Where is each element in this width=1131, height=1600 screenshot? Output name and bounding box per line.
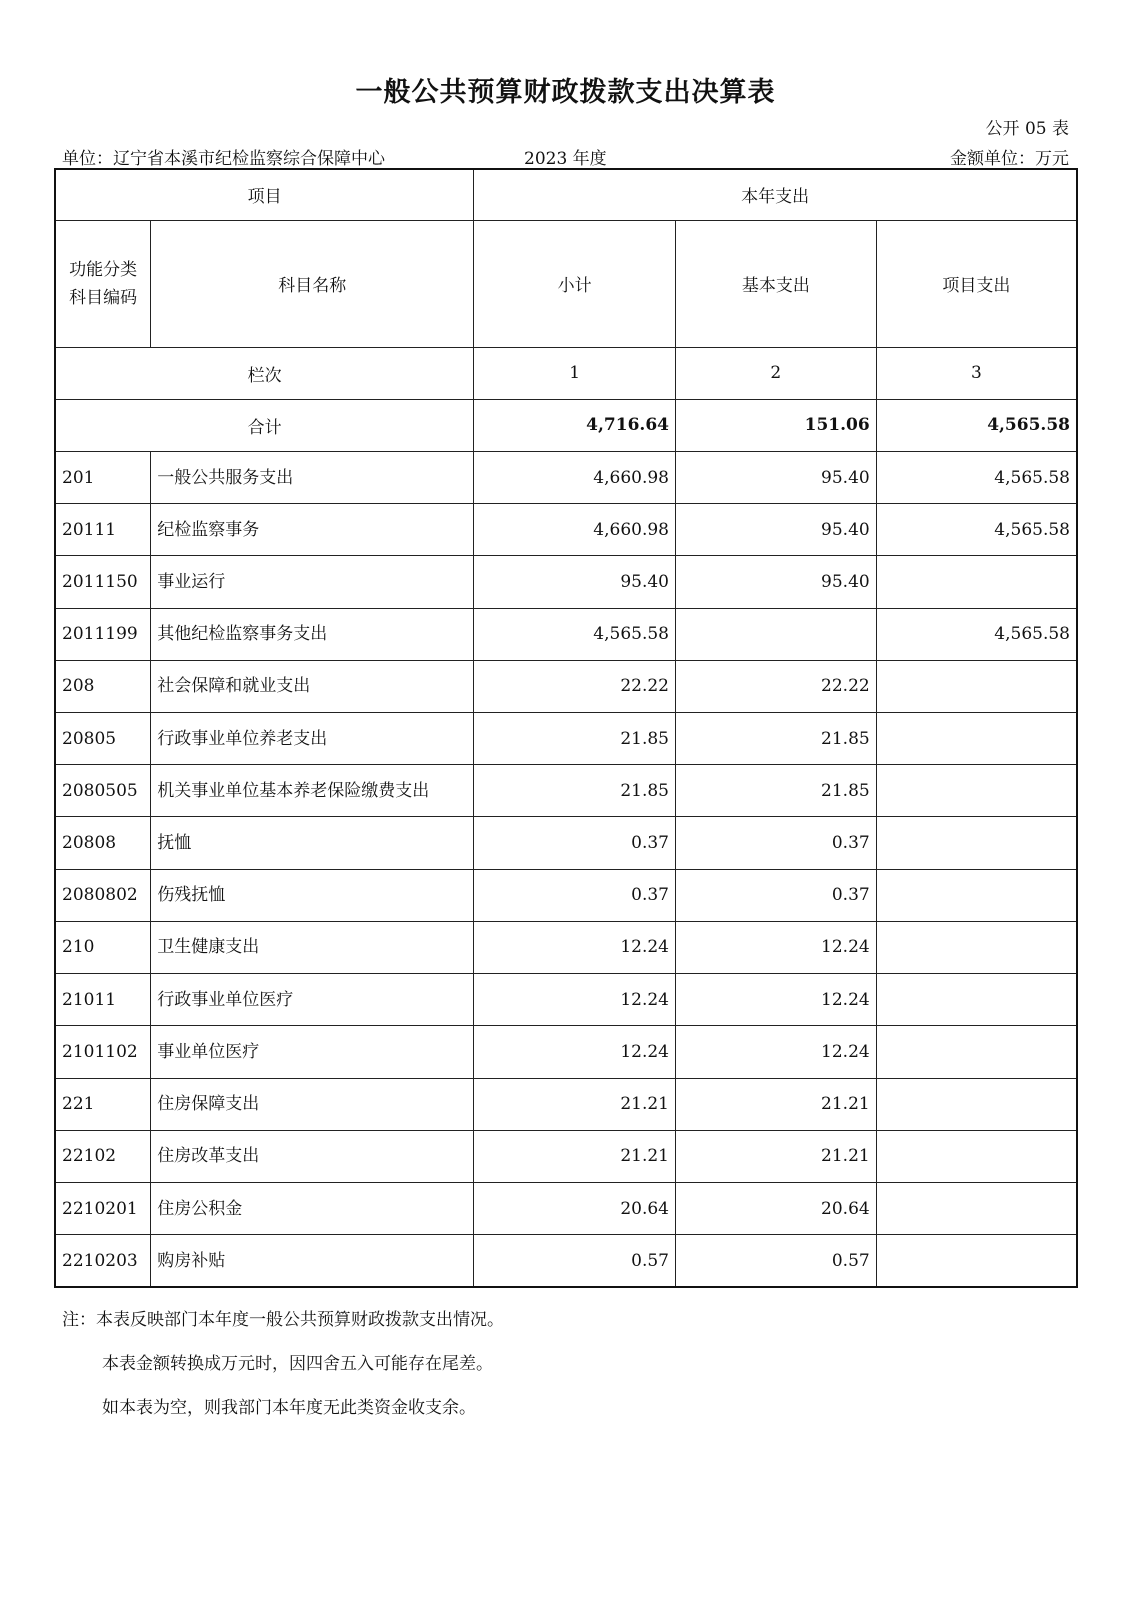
- column-3: 3: [876, 347, 1077, 399]
- table-row: [55, 1026, 1077, 1078]
- row-subject: 住房公积金: [151, 1182, 474, 1234]
- row-subject: 机关事业单位基本养老保险缴费支出: [151, 765, 474, 817]
- row-code: 2080505: [55, 765, 151, 817]
- note-2: 本表金额转换成万元时，因四舍五入可能存在尾差。: [102, 1354, 493, 1374]
- row-subject: 卫生健康支出: [151, 921, 474, 973]
- row-basic: 95.40: [675, 504, 876, 556]
- row-subject: 事业运行: [151, 556, 474, 608]
- amount-unit: 金额单位：万元: [950, 149, 1069, 169]
- row-basic: 12.24: [675, 921, 876, 973]
- row-basic: 22.22: [675, 660, 876, 712]
- row-subject: 事业单位医疗: [151, 1026, 474, 1078]
- row-subject: 行政事业单位养老支出: [151, 713, 474, 765]
- total-label: 合计: [55, 399, 474, 451]
- page-title: 一般公共预算财政拨款支出决算表: [355, 77, 776, 108]
- row-code: 21011: [55, 974, 151, 1026]
- header-row-1: [55, 169, 1077, 220]
- row-subject: 伤残抚恤: [151, 869, 474, 921]
- row-code: 2080802: [55, 869, 151, 921]
- row-basic: 21.21: [675, 1130, 876, 1182]
- total-subtotal: 4,716.64: [474, 399, 676, 451]
- row-basic: 21.85: [675, 765, 876, 817]
- total-row: [55, 399, 1077, 451]
- row-project: 4,565.58: [876, 452, 1077, 504]
- row-project: [876, 817, 1077, 869]
- total-project: 4,565.58: [876, 399, 1077, 451]
- row-subject: 一般公共服务支出: [151, 452, 474, 504]
- row-code: 201: [55, 452, 151, 504]
- row-subtotal: 12.24: [474, 974, 676, 1026]
- row-project: [876, 1182, 1077, 1234]
- row-subtotal: 4,565.58: [474, 608, 676, 660]
- row-project: [876, 921, 1077, 973]
- row-code: 2011199: [55, 608, 151, 660]
- row-code: 208: [55, 660, 151, 712]
- row-basic: 0.37: [675, 869, 876, 921]
- notes: [62, 1298, 504, 1430]
- row-subject: 住房保障支出: [151, 1078, 474, 1130]
- fiscal-year: 2023 年度: [524, 149, 607, 169]
- row-code: 2210201: [55, 1182, 151, 1234]
- row-basic: 0.37: [675, 817, 876, 869]
- row-project: [876, 765, 1077, 817]
- table-row: [55, 1130, 1077, 1182]
- row-subject: 住房改革支出: [151, 1130, 474, 1182]
- row-subtotal: 0.57: [474, 1235, 676, 1287]
- row-subtotal: 22.22: [474, 660, 676, 712]
- row-code: 210: [55, 921, 151, 973]
- reporting-unit: 单位：辽宁省本溪市纪检监察综合保障中心: [62, 149, 385, 169]
- row-project: [876, 1235, 1077, 1287]
- row-basic: 95.40: [675, 452, 876, 504]
- row-project: 4,565.58: [876, 608, 1077, 660]
- row-subject: 行政事业单位医疗: [151, 974, 474, 1026]
- row-code: 20111: [55, 504, 151, 556]
- row-code: 20805: [55, 713, 151, 765]
- row-subtotal: 12.24: [474, 921, 676, 973]
- table-row: [55, 974, 1077, 1026]
- row-subtotal: 21.85: [474, 765, 676, 817]
- row-code: 22102: [55, 1130, 151, 1182]
- row-project: 4,565.58: [876, 504, 1077, 556]
- column-2: 2: [675, 347, 876, 399]
- row-basic: 21.21: [675, 1078, 876, 1130]
- row-subject: 其他纪检监察事务支出: [151, 608, 474, 660]
- row-project: [876, 1078, 1077, 1130]
- table-row: [55, 1235, 1077, 1287]
- row-code: 221: [55, 1078, 151, 1130]
- row-basic: 0.57: [675, 1235, 876, 1287]
- column-number-row: [55, 347, 1077, 399]
- header-basic: 基本支出: [675, 220, 876, 347]
- header-project-exp: 项目支出: [876, 220, 1077, 347]
- row-basic: 21.85: [675, 713, 876, 765]
- row-subject: 社会保障和就业支出: [151, 660, 474, 712]
- table-row: [55, 1182, 1077, 1234]
- row-project: [876, 713, 1077, 765]
- row-basic: 12.24: [675, 974, 876, 1026]
- table-row: [55, 713, 1077, 765]
- header-row-2: [55, 220, 1077, 347]
- table-row: [55, 556, 1077, 608]
- row-project: [876, 660, 1077, 712]
- note-1: 注：本表反映部门本年度一般公共预算财政拨款支出情况。: [62, 1310, 504, 1330]
- total-basic: 151.06: [675, 399, 876, 451]
- row-subtotal: 95.40: [474, 556, 676, 608]
- row-subject: 纪检监察事务: [151, 504, 474, 556]
- header-subject: 科目名称: [151, 220, 474, 347]
- row-basic: [675, 608, 876, 660]
- row-subtotal: 0.37: [474, 817, 676, 869]
- row-code: 2210203: [55, 1235, 151, 1287]
- row-code: 20808: [55, 817, 151, 869]
- note-3: 如本表为空，则我部门本年度无此类资金收支余。: [102, 1398, 476, 1418]
- header-subtotal: 小计: [474, 220, 676, 347]
- table-row: [55, 869, 1077, 921]
- table-row: [55, 452, 1077, 504]
- table-row: [55, 1078, 1077, 1130]
- table-row: [55, 817, 1077, 869]
- row-subtotal: 21.21: [474, 1130, 676, 1182]
- table-row: [55, 921, 1077, 973]
- row-subtotal: 4,660.98: [474, 504, 676, 556]
- row-project: [876, 1130, 1077, 1182]
- row-code: 2011150: [55, 556, 151, 608]
- row-subtotal: 21.21: [474, 1078, 676, 1130]
- row-subject: 购房补贴: [151, 1235, 474, 1287]
- data-rows: [55, 452, 1077, 1287]
- row-basic: 95.40: [675, 556, 876, 608]
- row-subtotal: 12.24: [474, 1026, 676, 1078]
- row-subtotal: 20.64: [474, 1182, 676, 1234]
- row-project: [876, 869, 1077, 921]
- row-code: 2101102: [55, 1026, 151, 1078]
- table-row: [55, 608, 1077, 660]
- row-subtotal: 21.85: [474, 713, 676, 765]
- table-row: [55, 504, 1077, 556]
- table-row: [55, 660, 1077, 712]
- row-project: [876, 974, 1077, 1026]
- row-project: [876, 1026, 1077, 1078]
- row-basic: 12.24: [675, 1026, 876, 1078]
- column-label: 栏次: [55, 347, 474, 399]
- row-basic: 20.64: [675, 1182, 876, 1234]
- row-subtotal: 4,660.98: [474, 452, 676, 504]
- form-number: 公开 05 表: [985, 119, 1069, 139]
- header-code: 功能分类科目编码: [55, 220, 151, 347]
- header-current-year: 本年支出: [474, 169, 1077, 220]
- expenditure-table: [54, 168, 1078, 1288]
- row-project: [876, 556, 1077, 608]
- table-row: [55, 765, 1077, 817]
- header-project: 项目: [55, 169, 474, 220]
- row-subject: 抚恤: [151, 817, 474, 869]
- row-subtotal: 0.37: [474, 869, 676, 921]
- column-1: 1: [474, 347, 676, 399]
